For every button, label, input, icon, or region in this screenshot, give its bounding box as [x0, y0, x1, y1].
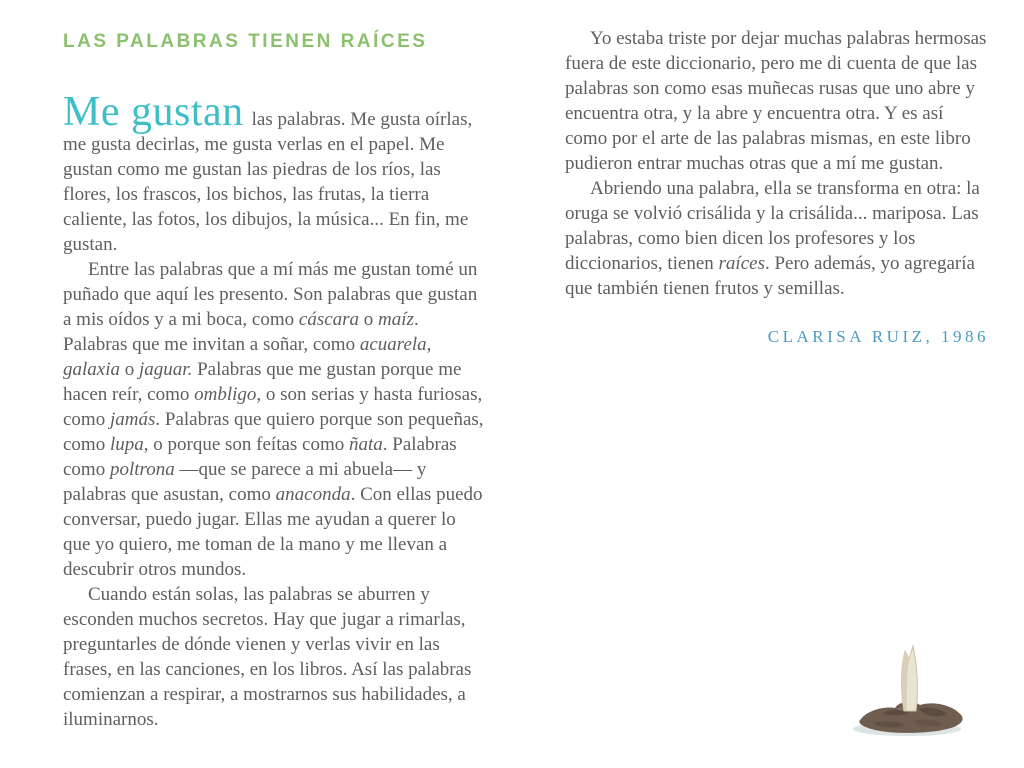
paragraph-favorite-words: Entre las palabras que a mí más me gustan tomé un puñado que aquí les presento. Son palabras que gustan a mis oídos y a mi boca, como cáscara o maíz. Palabras que me invitan a soñar, como acuarela, galaxia o jaguar. Palabras que me gustan porque me hacen reír, como ombligo, o son serias y hasta furiosas, como jamás. Palabras que quiero porque son pequeñas, como lupa, o porque son feítas como ñata. Palabras como poltrona —que se parece a mi abuela— y palabras que asustan, como anaconda. Con ellas puedo conversar, puedo jugar. Ellas me ayudan a querer lo que yo quiero, me toman de la mano y me llevan a descubrir otros mundos.	[63, 259, 484, 580]
paragraph-sad-dictionary: Yo estaba triste por dejar muchas palabras hermosas fuera de este diccionario, pero me di cuenta de que las palabras son como esas muñecas rusas que uno abre y encuentra otra, y la abre y encuentra otra. Y es así como por el arte de las palabras mismas, en este libro pudieron entrar muchas otras que a mí me gustan.	[565, 28, 987, 174]
paragraph-opening-text: las palabras. Me gusta oírlas, me gusta decirlas, me gusta verlas en el papel. Me gustan como me gustan las piedras de los ríos, las flores, los frascos, los bichos, las frutas, la tierra caliente, las fotos, los dibujos, la música... En fin, me gustan.	[63, 109, 473, 255]
sprout-illustration	[843, 643, 988, 748]
paragraph-word-roots: Abriendo una palabra, ella se transforma en otra: la oruga se volvió crisálida y la crisálida... mariposa. Las palabras, como bien dicen los profesores y los diccionarios, tienen raíces. Pero además, yo agregaría que también tienen frutos y semillas.	[565, 178, 980, 299]
paragraph-words-alone: Cuando están solas, las palabras se aburren y esconden muchos secretos. Hay que jugar a rimarlas, preguntarles de dónde vienen y verlas vivir en las frases, en las canciones, en los libros. Así las palabras comienzan a respirar, a mostrarnos sus habilidades, a iluminarnos.	[63, 584, 472, 730]
right-page-column	[565, 26, 989, 347]
sprout-in-soil-icon	[843, 643, 988, 748]
left-page-column	[63, 30, 487, 732]
paragraph-opening	[63, 89, 487, 257]
author-credit: CLARISA RUIZ, 1986	[767, 327, 989, 346]
lead-words: Me gustan	[63, 89, 244, 135]
chapter-title: LAS PALABRAS TIENEN RAÍCES	[63, 31, 428, 52]
